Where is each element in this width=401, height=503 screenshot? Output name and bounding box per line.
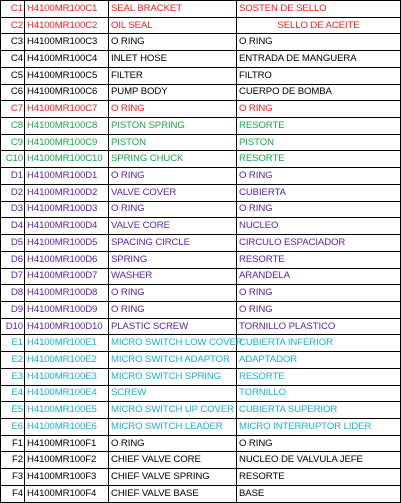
part-code-cell[interactable]: H4100MR100E4 <box>25 385 109 402</box>
part-name-en-cell[interactable]: O RING <box>109 201 237 218</box>
part-code-cell[interactable]: H4100MR100C3 <box>25 34 109 51</box>
part-name-en-cell[interactable]: O RING <box>109 34 237 51</box>
part-name-en-cell[interactable]: O RING <box>109 285 237 302</box>
part-name-es-cell[interactable]: SELLO DE ACEITE <box>237 17 401 34</box>
part-id-cell[interactable]: C10 <box>1 151 25 168</box>
table-row[interactable] <box>1 352 401 369</box>
part-id-cell[interactable]: E5 <box>1 402 25 419</box>
part-name-es-cell[interactable]: RESORTE <box>237 368 401 385</box>
part-code-cell[interactable]: H4100MR100D4 <box>25 218 109 235</box>
part-id-cell[interactable]: C1 <box>1 1 25 18</box>
part-name-en-cell[interactable]: FILTER <box>109 67 237 84</box>
part-name-en-cell[interactable]: CHIEF VALVE BASE <box>109 485 237 502</box>
part-name-en-cell[interactable]: MICRO SWITCH LEADER <box>109 418 237 435</box>
part-name-es-cell[interactable]: O RING <box>237 301 401 318</box>
table-row[interactable] <box>1 218 401 235</box>
part-name-en-cell[interactable]: OIL SEAL <box>109 17 237 34</box>
part-code-cell[interactable]: H4100MR100E3 <box>25 368 109 385</box>
table-row[interactable] <box>1 118 401 135</box>
part-name-es-cell[interactable]: NUCLEO <box>237 218 401 235</box>
part-name-en-cell[interactable]: VALVE CORE <box>109 218 237 235</box>
part-name-es-cell[interactable]: MICRO INTERRUPTOR LIDER <box>237 418 401 435</box>
table-row[interactable] <box>1 51 401 68</box>
part-name-es-cell[interactable]: ENTRADA DE MANGUERA <box>237 51 401 68</box>
part-name-en-cell[interactable]: O RING <box>109 435 237 452</box>
part-name-es-cell[interactable]: BASE <box>237 485 401 502</box>
part-code-cell[interactable]: H4100MR100C10 <box>25 151 109 168</box>
table-row[interactable] <box>1 67 401 84</box>
part-code-cell[interactable]: H4100MR100D10 <box>25 318 109 335</box>
table-row[interactable] <box>1 402 401 419</box>
part-name-en-cell[interactable]: MICRO SWITCH LOW COVER <box>109 335 237 352</box>
part-id-cell[interactable]: D5 <box>1 235 25 252</box>
part-code-cell[interactable]: H4100MR100F3 <box>25 469 109 486</box>
part-name-es-cell[interactable]: PISTON <box>237 134 401 151</box>
table-row[interactable] <box>1 385 401 402</box>
part-name-en-cell[interactable]: PUMP BODY <box>109 84 237 101</box>
part-name-en-cell[interactable]: SEAL BRACKET <box>109 1 237 18</box>
part-id-cell[interactable]: F2 <box>1 452 25 469</box>
part-name-en-cell[interactable]: CHIEF VALVE SPRING <box>109 469 237 486</box>
part-id-cell[interactable]: C5 <box>1 67 25 84</box>
part-id-cell[interactable]: F3 <box>1 469 25 486</box>
part-id-cell[interactable]: E4 <box>1 385 25 402</box>
part-code-cell[interactable]: H4100MR100C8 <box>25 118 109 135</box>
part-id-cell[interactable]: E1 <box>1 335 25 352</box>
part-name-en-cell[interactable]: PISTON <box>109 134 237 151</box>
part-name-en-cell[interactable]: SCREW <box>109 385 237 402</box>
part-id-cell[interactable]: D2 <box>1 184 25 201</box>
part-name-es-cell[interactable]: O RING <box>237 34 401 51</box>
part-name-es-cell[interactable]: ARANDELA <box>237 268 401 285</box>
part-id-cell[interactable]: D8 <box>1 285 25 302</box>
part-code-cell[interactable]: H4100MR100C6 <box>25 84 109 101</box>
part-name-en-cell[interactable]: MICRO SWITCH UP COVER <box>109 402 237 419</box>
table-row[interactable] <box>1 301 401 318</box>
part-name-es-cell[interactable]: CUBIERTA <box>237 184 401 201</box>
part-code-cell[interactable]: H4100MR100C7 <box>25 101 109 118</box>
table-row[interactable] <box>1 201 401 218</box>
table-row[interactable] <box>1 335 401 352</box>
table-row[interactable] <box>1 151 401 168</box>
part-name-es-cell[interactable]: ADAPTADOR <box>237 352 401 369</box>
part-code-cell[interactable]: H4100MR100E1 <box>25 335 109 352</box>
part-id-cell[interactable]: D10 <box>1 318 25 335</box>
part-name-es-cell[interactable]: RESORTE <box>237 118 401 135</box>
part-code-cell[interactable]: H4100MR100E2 <box>25 352 109 369</box>
part-code-cell[interactable]: H4100MR100F4 <box>25 485 109 502</box>
part-name-es-cell[interactable]: O RING <box>237 285 401 302</box>
part-id-cell[interactable]: D9 <box>1 301 25 318</box>
part-name-en-cell[interactable]: SPACING CIRCLE <box>109 235 237 252</box>
part-name-es-cell[interactable]: O RING <box>237 101 401 118</box>
part-code-cell[interactable]: H4100MR100F2 <box>25 452 109 469</box>
part-name-es-cell[interactable]: RESORTE <box>237 469 401 486</box>
part-name-en-cell[interactable]: MICRO SWITCH SPRING <box>109 368 237 385</box>
table-row[interactable] <box>1 418 401 435</box>
part-name-en-cell[interactable]: VALVE COVER <box>109 184 237 201</box>
table-row[interactable] <box>1 368 401 385</box>
part-name-es-cell[interactable]: CUBIERTA INFERIOR <box>237 335 401 352</box>
part-id-cell[interactable]: C8 <box>1 118 25 135</box>
part-id-cell[interactable]: C4 <box>1 51 25 68</box>
part-name-en-cell[interactable]: MICRO SWITCH ADAPTOR <box>109 352 237 369</box>
table-row[interactable] <box>1 168 401 185</box>
part-code-cell[interactable]: H4100MR100E6 <box>25 418 109 435</box>
table-row[interactable] <box>1 1 401 18</box>
table-row[interactable] <box>1 251 401 268</box>
part-code-cell[interactable]: H4100MR100C9 <box>25 134 109 151</box>
part-name-en-cell[interactable]: O RING <box>109 168 237 185</box>
part-code-cell[interactable]: H4100MR100D6 <box>25 251 109 268</box>
part-code-cell[interactable]: H4100MR100C2 <box>25 17 109 34</box>
part-code-cell[interactable]: H4100MR100C4 <box>25 51 109 68</box>
table-row[interactable] <box>1 285 401 302</box>
part-code-cell[interactable]: H4100MR100C5 <box>25 67 109 84</box>
part-id-cell[interactable]: D7 <box>1 268 25 285</box>
table-row[interactable] <box>1 435 401 452</box>
part-name-es-cell[interactable]: CIRCULO ESPACIADOR <box>237 235 401 252</box>
part-id-cell[interactable]: F4 <box>1 485 25 502</box>
part-code-cell[interactable]: H4100MR100E5 <box>25 402 109 419</box>
part-code-cell[interactable]: H4100MR100D8 <box>25 285 109 302</box>
part-code-cell[interactable]: H4100MR100D7 <box>25 268 109 285</box>
part-name-en-cell[interactable]: SPRING <box>109 251 237 268</box>
table-row[interactable] <box>1 235 401 252</box>
part-code-cell[interactable]: H4100MR100D1 <box>25 168 109 185</box>
table-row[interactable] <box>1 268 401 285</box>
part-name-en-cell[interactable]: SPRING CHUCK <box>109 151 237 168</box>
part-name-en-cell[interactable]: CHIEF VALVE CORE <box>109 452 237 469</box>
table-row[interactable] <box>1 17 401 34</box>
table-row[interactable] <box>1 134 401 151</box>
part-name-es-cell[interactable]: RESORTE <box>237 251 401 268</box>
part-name-es-cell[interactable]: CUBIERTA SUPERIOR <box>237 402 401 419</box>
part-id-cell[interactable]: E3 <box>1 368 25 385</box>
table-row[interactable] <box>1 452 401 469</box>
part-name-en-cell[interactable]: O RING <box>109 301 237 318</box>
part-id-cell[interactable]: D3 <box>1 201 25 218</box>
part-code-cell[interactable]: H4100MR100C1 <box>25 1 109 18</box>
part-id-cell[interactable]: C9 <box>1 134 25 151</box>
table-row[interactable] <box>1 485 401 502</box>
part-name-es-cell[interactable]: NUCLEO DE VALVULA JEFE <box>237 452 401 469</box>
table-row[interactable] <box>1 469 401 486</box>
part-name-es-cell[interactable]: FILTRO <box>237 67 401 84</box>
part-id-cell[interactable]: F1 <box>1 435 25 452</box>
part-id-cell[interactable]: E2 <box>1 352 25 369</box>
part-id-cell[interactable]: E6 <box>1 418 25 435</box>
part-code-cell[interactable]: H4100MR100D3 <box>25 201 109 218</box>
part-name-es-cell[interactable]: TORNILLO <box>237 385 401 402</box>
part-name-es-cell[interactable]: O RING <box>237 435 401 452</box>
part-id-cell[interactable]: C2 <box>1 17 25 34</box>
part-code-cell[interactable]: H4100MR100D5 <box>25 235 109 252</box>
table-row[interactable] <box>1 34 401 51</box>
part-name-es-cell[interactable]: RESORTE <box>237 151 401 168</box>
table-row[interactable] <box>1 184 401 201</box>
part-name-en-cell[interactable]: WASHER <box>109 268 237 285</box>
part-id-cell[interactable]: D6 <box>1 251 25 268</box>
part-id-cell[interactable]: C6 <box>1 84 25 101</box>
table-row[interactable] <box>1 84 401 101</box>
part-code-cell[interactable]: H4100MR100D9 <box>25 301 109 318</box>
part-name-es-cell[interactable]: O RING <box>237 201 401 218</box>
part-name-en-cell[interactable]: INLET HOSE <box>109 51 237 68</box>
table-row[interactable] <box>1 318 401 335</box>
part-name-en-cell[interactable]: PLASTIC SCREW <box>109 318 237 335</box>
part-name-es-cell[interactable]: TORNILLO PLASTICO <box>237 318 401 335</box>
part-id-cell[interactable]: C7 <box>1 101 25 118</box>
part-id-cell[interactable]: C3 <box>1 34 25 51</box>
part-code-cell[interactable]: H4100MR100F1 <box>25 435 109 452</box>
table-row[interactable] <box>1 101 401 118</box>
part-id-cell[interactable]: D4 <box>1 218 25 235</box>
part-code-cell[interactable]: H4100MR100D2 <box>25 184 109 201</box>
part-id-cell[interactable]: D1 <box>1 168 25 185</box>
parts-table-body <box>1 1 401 503</box>
part-name-es-cell[interactable]: CUERPO DE BOMBA <box>237 84 401 101</box>
part-name-es-cell[interactable]: SOSTEN DE SELLO <box>237 1 401 18</box>
part-name-en-cell[interactable]: O RING <box>109 101 237 118</box>
part-name-es-cell[interactable]: O RING <box>237 168 401 185</box>
part-name-en-cell[interactable]: PISTON SPRING <box>109 118 237 135</box>
